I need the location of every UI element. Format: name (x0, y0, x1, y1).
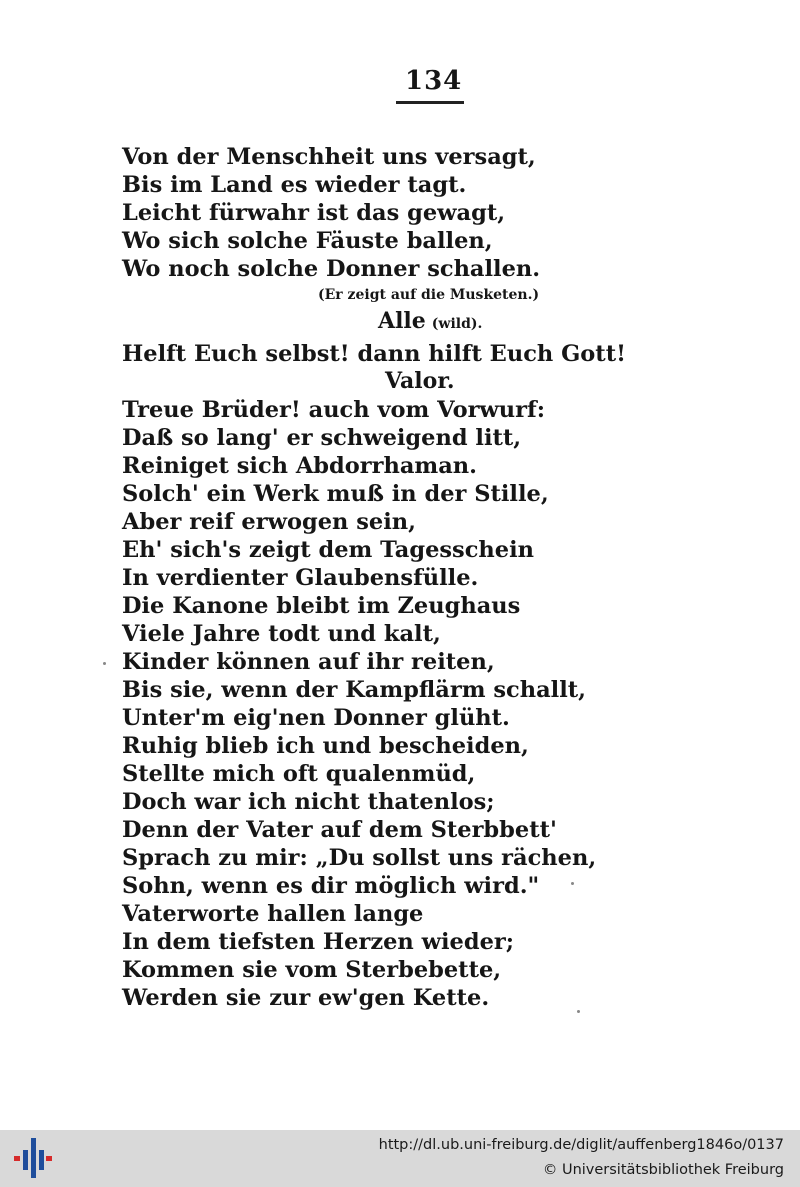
page-number: 134 (405, 66, 463, 96)
speaker-heading-valor: Valor. (385, 368, 455, 394)
page-number-rule (396, 101, 464, 104)
stage-direction: (Er zeigt auf die Musketen.) (318, 287, 540, 303)
verse-line: Unter'm eig'nen Donner glüht. (122, 705, 510, 731)
verse-line: Sohn, wenn es dir möglich wird." (122, 873, 540, 899)
verse-line: Von der Menschheit uns versagt, (122, 144, 536, 170)
verse-line: Helft Euch selbst! dann hilft Euch Gott! (122, 341, 626, 367)
speaker-heading-alle (378, 308, 482, 334)
verse-line: Doch war ich nicht thatenlos; (122, 789, 495, 815)
verse-line: Wo sich solche Fäuste ballen, (122, 228, 493, 254)
footer-copyright: © Universitätsbibliothek Freiburg (542, 1162, 784, 1178)
verse-line: Vaterworte hallen lange (122, 901, 424, 927)
library-logo-icon[interactable] (14, 1138, 54, 1178)
verse-line: Kinder können auf ihr reiten, (122, 649, 495, 675)
verse-line: Die Kanone bleibt im Zeughaus (122, 593, 521, 619)
verse-line: Leicht fürwahr ist das gewagt, (122, 200, 506, 226)
paper-speck (571, 882, 574, 885)
verse-line: Treue Brüder! auch vom Vorwurf: (122, 397, 545, 423)
verse-line: Reiniget sich Abdorrhaman. (122, 453, 478, 479)
verse-line: In dem tiefsten Herzen wieder; (122, 929, 515, 955)
verse-line: Kommen sie vom Sterbebette, (122, 957, 502, 983)
verse-line: Bis sie, wenn der Kampflärm schallt, (122, 677, 586, 703)
speaker-name: Alle (378, 308, 426, 334)
verse-line: Denn der Vater auf dem Sterbbett' (122, 817, 557, 843)
verse-line: In verdienter Glaubensfülle. (122, 565, 479, 591)
footer-url-link[interactable]: http://dl.ub.uni-freiburg.de/diglit/auffenberg1846o/0137 (378, 1137, 784, 1153)
footer-bar (0, 1130, 800, 1187)
verse-line: Daß so lang' er schweigend litt, (122, 425, 522, 451)
speaker-note: (wild). (431, 316, 483, 332)
verse-line: Werden sie zur ew'gen Kette. (122, 985, 490, 1011)
verse-line: Viele Jahre todt und kalt, (122, 621, 441, 647)
verse-line: Aber reif erwogen sein, (122, 509, 416, 535)
verse-line: Solch' ein Werk muß in der Stille, (122, 481, 549, 507)
verse-line: Ruhig blieb ich und bescheiden, (122, 733, 529, 759)
verse-line: Eh' sich's zeigt dem Tagesschein (122, 537, 535, 563)
verse-line: Sprach zu mir: „Du sollst uns rächen, (122, 845, 597, 871)
verse-line: Wo noch solche Donner schallen. (122, 256, 541, 282)
paper-speck (577, 1010, 580, 1013)
verse-line: Bis im Land es wieder tagt. (122, 172, 467, 198)
paper-speck (103, 662, 106, 665)
verse-line: Stellte mich oft qualenmüd, (122, 761, 476, 787)
